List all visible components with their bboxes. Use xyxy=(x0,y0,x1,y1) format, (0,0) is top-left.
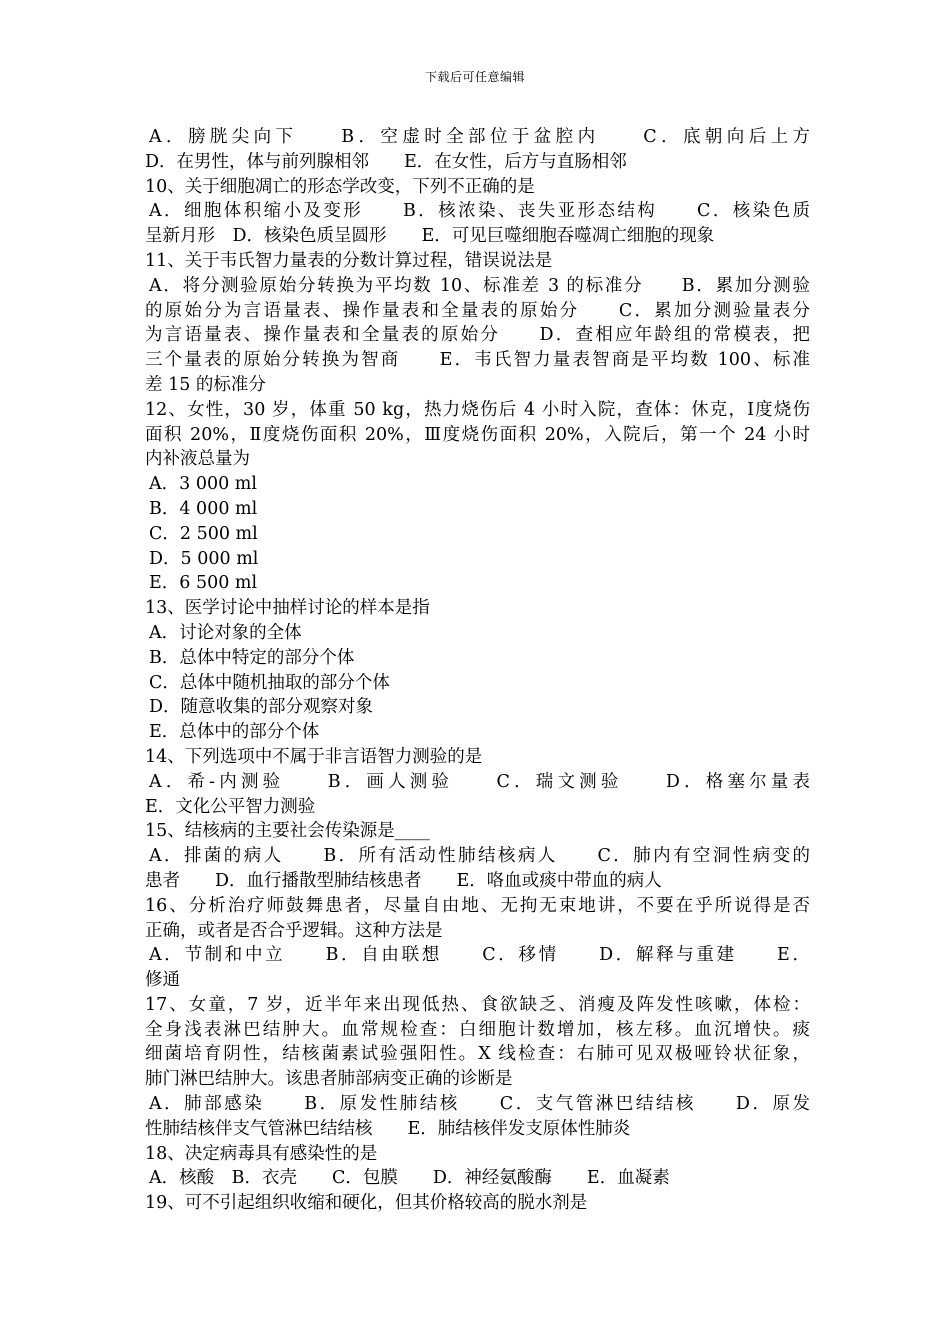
text-line: 10、关于细胞凋亡的形态学改变，下列不正确的是 xyxy=(145,176,535,197)
text-line: 细菌培育阴性，结核菌素试验强阳性。X 线检查：右肺可见双极哑铃状征象， xyxy=(145,1044,810,1065)
text-line: 全身浅表淋巴结肿大。血常规检查：白细胞计数增加，核左移。血沉增快。痰 xyxy=(145,1019,810,1040)
document-body xyxy=(145,125,810,1216)
text-line: 呈新月形 D．核染色质呈圆形 E．可见巨噬细胞吞噬凋亡细胞的现象 xyxy=(145,226,715,247)
text-line: A．希-内测验 B．画人测验 C．瑞文测验 D．格塞尔量表 xyxy=(149,771,810,792)
text-line: 11、关于韦氏智力量表的分数计算过程，错误说法是 xyxy=(145,250,553,271)
text-line: A．细胞体积缩小及变形 B．核浓染、丧失亚形态结构 C．核染色质 xyxy=(149,201,810,222)
text-line: 差 15 的标准分 xyxy=(145,374,266,395)
text-line: 修通 xyxy=(145,970,180,991)
text-line: D．随意收集的部分观察对象 xyxy=(149,697,374,718)
text-line: 15、结核病的主要社会传染源是____ xyxy=(145,821,430,842)
text-line: B．总体中特定的部分个体 xyxy=(149,647,355,668)
text-line: E．文化公平智力测验 xyxy=(145,796,316,817)
text-line: D．在男性，体与前列腺相邻 E．在女性，后方与直肠相邻 xyxy=(145,151,627,172)
text-line: B．4 000 ml xyxy=(149,498,258,519)
text-line: A．排菌的病人 B．所有活动性肺结核病人 C．肺内有空洞性病变的 xyxy=(149,846,810,867)
text-line: A．节制和中立 B．自由联想 C．移情 D．解释与重建 E． xyxy=(149,945,810,966)
text-line: 17、女童，7 岁，近半年来出现低热、食欲缺乏、消瘦及阵发性咳嗽，体检： xyxy=(145,994,810,1015)
text-line: 14、下列选项中不属于非言语智力测验的是 xyxy=(145,746,483,767)
text-line: C．2 500 ml xyxy=(149,523,258,544)
text-line: 面积 20%，Ⅱ度烧伤面积 20%，Ⅲ度烧伤面积 20%，入院后，第一个 24 小时 xyxy=(145,424,810,445)
text-line: 正确，或者是否合乎逻辑。这种方法是 xyxy=(145,920,443,941)
text-line: A．肺部感染 B．原发性肺结核 C．支气管淋巴结结核 D．原发 xyxy=(149,1094,810,1115)
text-line: 16、分析治疗师鼓舞患者，尽量自由地、无拘无束地讲，不要在乎所说得是否 xyxy=(145,895,810,916)
text-line: D．5 000 ml xyxy=(149,548,259,569)
text-line: E．6 500 ml xyxy=(149,573,258,594)
text-line: 19、可不引起组织收缩和硬化，但其价格较高的脱水剂是 xyxy=(145,1193,588,1214)
text-line: 12、女性，30 岁，体重 50 kg，热力烧伤后 4 小时入院，查体：休克，Ⅰ度烧伤 xyxy=(145,399,810,420)
text-line: A．膀胱尖向下 B．空虚时全部位于盆腔内 C．底朝向后上方 xyxy=(149,127,810,147)
text-line: 的原始分为言语量表、操作量表和全量表的原始分 C．累加分测验量表分 xyxy=(145,300,810,321)
text-line: 为言语量表、操作量表和全量表的原始分 D．查相应年龄组的常模表，把 xyxy=(145,325,810,346)
text-line: A．3 000 ml xyxy=(149,474,257,495)
text-line: A．将分测验原始分转换为平均数 10、标准差 3 的标准分 B．累加分测验 xyxy=(149,275,810,296)
text-line: A．讨论对象的全体 xyxy=(149,622,302,643)
text-line: 内补液总量为 xyxy=(145,449,250,470)
text-line: 三个量表的原始分转换为智商 E．韦氏智力量表智商是平均数 100、标准 xyxy=(145,350,810,371)
text-line: C．总体中随机抽取的部分个体 xyxy=(149,672,390,693)
text-line: 患者 D．血行播散型肺结核患者 E．咯血或痰中带血的病人 xyxy=(145,870,662,891)
text-line: 性肺结核伴支气管淋巴结结核 E．肺结核伴发支原体性肺炎 xyxy=(145,1118,631,1139)
text-line: 肺门淋巴结肿大。该患者肺部病变正确的诊断是 xyxy=(145,1069,513,1090)
page-header: 下载后可任意编辑 xyxy=(424,70,525,84)
text-line: A．核酸 B．衣壳 C．包膜 D．神经氨酸酶 E．血凝素 xyxy=(149,1168,670,1189)
text-line: 13、医学讨论中抽样讨论的样本是指 xyxy=(145,598,430,619)
text-line: 18、决定病毒具有感染性的是 xyxy=(145,1143,378,1164)
text-line: E．总体中的部分个体 xyxy=(149,722,320,743)
